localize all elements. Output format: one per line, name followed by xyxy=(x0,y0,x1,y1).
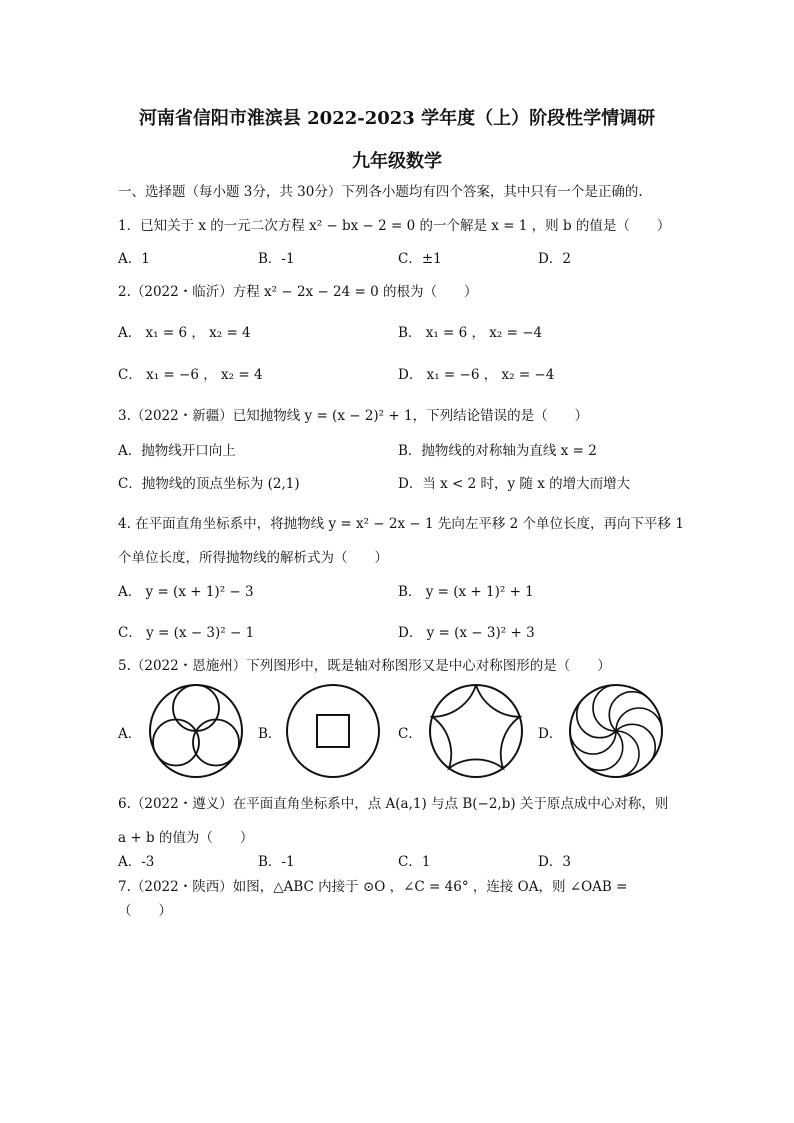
question-4-stem-line2: 个单位长度，所得抛物线的解析式为（ ） xyxy=(118,550,388,566)
swirl-arc xyxy=(616,731,639,777)
q5-label-b: B． xyxy=(258,726,282,742)
q4-option-c: C． y = (x − 3)² − 1 xyxy=(118,625,255,641)
q1-option-d: D．2 xyxy=(538,251,571,267)
swirl-arc xyxy=(616,708,662,731)
q6-option-b: B．-1 xyxy=(258,854,295,870)
q4-option-d: D． y = (x − 3)² + 3 xyxy=(398,625,535,641)
q4-option-a: A． y = (x + 1)² − 3 xyxy=(118,584,254,600)
q5-label-d: D． xyxy=(538,726,563,742)
question-1-stem: 1．已知关于 x 的一元二次方程 x² − bx − 2 = 0 的一个解是 x = 1 ，则 b 的值是（ ） xyxy=(118,218,671,234)
question-7-stem-line2: （ ） xyxy=(118,903,172,919)
q5-figure-a xyxy=(148,683,244,779)
q1-option-c: C．±1 xyxy=(398,251,442,267)
q5-label-a: A． xyxy=(118,726,142,742)
swirl-arc xyxy=(570,731,616,754)
q6-option-c: C．1 xyxy=(398,854,431,870)
section-heading: 一、选择题（每小题 3分，共 30分）下列各小题均有四个答案，其中只有一个是正确的. xyxy=(118,184,643,200)
swirl-arc xyxy=(593,685,616,731)
exam-subtitle: 九年级数学 xyxy=(352,151,442,172)
q4-option-b: B． y = (x + 1)² + 1 xyxy=(398,584,534,600)
question-3-stem: 3.（2022・新疆）已知抛物线 y = (x − 2)² + 1，下列结论错误的是（ ） xyxy=(118,408,589,424)
q5-figure-d xyxy=(568,683,664,779)
question-4-stem-line1: 4. 在平面直角坐标系中，将抛物线 y = x² − 2x − 1 先向左平移 2 个单位长度，再向下平移 1 xyxy=(118,516,684,532)
q5-figure-c xyxy=(428,683,524,779)
question-5-stem: 5.（2022・恩施州）下列图形中，既是轴对称图形又是中心对称图形的是（ ） xyxy=(118,658,611,674)
q1-option-a: A．1 xyxy=(118,251,150,267)
q2-option-c: C． x₁ = −6 ， x₂ = 4 xyxy=(118,367,263,383)
question-7-stem-line1: 7.（2022・陕西）如图，△ABC 内接于 ⊙O ，∠C = 46° ，连接 OA，则 ∠OAB = xyxy=(118,879,628,895)
q5-label-c: C． xyxy=(398,726,422,742)
q1-option-b: B．-1 xyxy=(258,251,295,267)
q6-option-d: D．3 xyxy=(538,854,571,870)
q2-option-a: A． x₁ = 6 ， x₂ = 4 xyxy=(118,325,251,341)
q2-option-b: B． x₁ = 6 ， x₂ = −4 xyxy=(398,325,543,341)
q2-option-d: D． x₁ = −6 ， x₂ = −4 xyxy=(398,367,555,383)
q5-figure-b xyxy=(285,683,381,779)
question-6-stem-line1: 6.（2022・遵义）在平面直角坐标系中，点 A(a,1) 与点 B(−2,b) 关于原点成中心对称，则 xyxy=(118,796,669,812)
q3-option-b: B．抛物线的对称轴为直线 x = 2 xyxy=(398,443,597,459)
q6-option-a: A．-3 xyxy=(118,854,155,870)
question-6-stem-line2: a + b 的值为（ ） xyxy=(118,830,254,846)
q3-option-d: D．当 x < 2 时，y 随 x 的增大而增大 xyxy=(398,476,631,492)
q3-option-c: C．抛物线的顶点坐标为 (2,1) xyxy=(118,476,300,492)
exam-title: 河南省信阳市淮滨县 2022-2023 学年度（上）阶段性学情调研 xyxy=(138,108,656,129)
q3-option-a: A．抛物线开口向上 xyxy=(118,443,236,459)
question-2-stem: 2.（2022・临沂）方程 x² − 2x − 24 = 0 的根为（ ） xyxy=(118,284,478,300)
